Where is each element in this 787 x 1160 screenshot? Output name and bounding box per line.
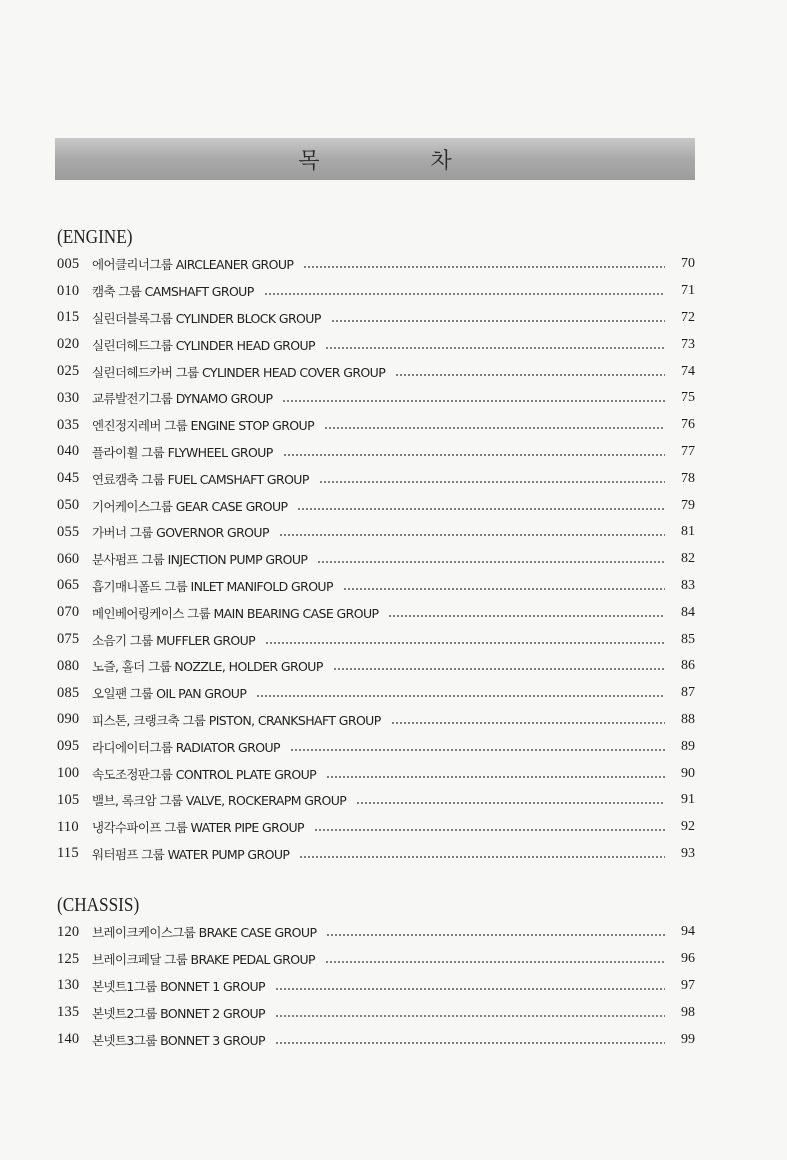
- entry-page-number: 96: [681, 951, 695, 967]
- toc-entry: [57, 546, 695, 573]
- entry-page-number: 92: [681, 819, 695, 835]
- entry-code: 140: [57, 1031, 80, 1048]
- entry-title: 연료캠축 그룹 FUEL CAMSHAFT GROUP: [92, 471, 309, 487]
- entry-code: 005: [57, 255, 80, 272]
- dot-leader: [395, 374, 665, 376]
- entry-code: 125: [57, 950, 80, 967]
- entry-title: 본넷트3그룹 BONNET 3 GROUP: [92, 1032, 265, 1048]
- toc-entry: [57, 599, 695, 626]
- entry-code: 100: [57, 765, 80, 782]
- entry-code: 110: [57, 818, 79, 835]
- toc-entry: [57, 787, 695, 814]
- entry-page-number: 73: [681, 336, 695, 352]
- toc-entry: [57, 519, 695, 546]
- entry-code: 135: [57, 1004, 80, 1021]
- entry-title: 피스톤, 크랭크축 그룹 PISTON, CRANKSHAFT GROUP: [92, 712, 381, 728]
- entry-title: 냉각수파이프 그룹 WATER PIPE GROUP: [92, 820, 304, 836]
- dot-leader: [275, 1042, 665, 1044]
- entry-title: 플라이휠 그룹 FLYWHEEL GROUP: [92, 444, 273, 460]
- toc-entry: [57, 465, 695, 492]
- dot-leader: [326, 934, 665, 936]
- toc-entry: [57, 251, 695, 278]
- dot-leader: [319, 481, 665, 483]
- entry-code: 075: [57, 631, 80, 648]
- dot-leader: [356, 802, 665, 804]
- dot-leader: [275, 988, 665, 990]
- dot-leader: [279, 534, 665, 536]
- entry-page-number: 84: [681, 604, 695, 620]
- toc-entry: [57, 919, 695, 946]
- toc-entry: [57, 707, 695, 734]
- entry-title: 브레이크페달 그룹 BRAKE PEDAL GROUP: [92, 952, 315, 968]
- entry-page-number: 83: [681, 577, 695, 593]
- entry-title: 본넷트2그룹 BONNET 2 GROUP: [92, 1005, 265, 1021]
- entry-code: 120: [57, 923, 80, 940]
- dot-leader: [331, 320, 665, 322]
- entry-code: 070: [57, 604, 80, 621]
- entry-code: 080: [57, 657, 80, 674]
- entry-title: 소음기 그룹 MUFFLER GROUP: [92, 632, 256, 648]
- toc-entry: [57, 385, 695, 412]
- toc-entry: [57, 814, 695, 841]
- entry-page-number: 89: [681, 738, 695, 754]
- dot-leader: [325, 961, 665, 963]
- entry-page-number: 81: [681, 524, 695, 540]
- toc-entry: [57, 439, 695, 466]
- entry-code: 090: [57, 711, 80, 728]
- section-heading-engine: (ENGINE): [57, 226, 133, 248]
- entry-title: 흡기매니폴드 그룹 INLET MANIFOLD GROUP: [92, 578, 333, 594]
- entry-title: 기어케이스그룹 GEAR CASE GROUP: [92, 498, 288, 514]
- entry-page-number: 71: [681, 283, 695, 299]
- entry-page-number: 82: [681, 551, 695, 567]
- dot-leader: [391, 722, 665, 724]
- entry-page-number: 93: [681, 845, 695, 861]
- toc-entry: [57, 999, 695, 1026]
- entry-page-number: 75: [681, 390, 695, 406]
- section-heading-chassis: (CHASSIS): [57, 894, 140, 916]
- entry-title: 밸브, 록크암 그룹 VALVE, ROCKERAPM GROUP: [92, 793, 347, 809]
- entry-page-number: 79: [681, 497, 695, 513]
- entry-page-number: 94: [681, 924, 695, 940]
- entry-title: 워터펌프 그룹 WATER PUMP GROUP: [92, 846, 290, 862]
- toc-entry: [57, 973, 695, 1000]
- entry-code: 015: [57, 309, 80, 326]
- toc-entry: [57, 733, 695, 760]
- entry-code: 045: [57, 470, 80, 487]
- dot-leader: [264, 293, 665, 295]
- entry-title: 속도조정판그룹 CONTROL PLATE GROUP: [92, 766, 317, 782]
- entry-title: 메인베어링케이스 그룹 MAIN BEARING CASE GROUP: [92, 605, 379, 621]
- entry-page-number: 91: [681, 792, 695, 808]
- entry-page-number: 72: [681, 309, 695, 325]
- entry-page-number: 76: [681, 417, 695, 433]
- entry-page-number: 85: [681, 631, 695, 647]
- dot-leader: [324, 427, 665, 429]
- dot-leader: [275, 1015, 665, 1017]
- dot-leader: [325, 347, 665, 349]
- entry-title: 에어클리너그룹 AIRCLEANER GROUP: [92, 257, 294, 273]
- entry-title: 실린더헤드카버 그룹 CYLINDER HEAD COVER GROUP: [92, 364, 386, 380]
- entry-title: 교류발전기그룹 DYNAMO GROUP: [92, 391, 273, 407]
- entry-title: 본넷트1그룹 BONNET 1 GROUP: [92, 978, 265, 994]
- entry-title: 노즐, 홀더 그룹 NOZZLE, HOLDER GROUP: [92, 659, 323, 675]
- dot-leader: [256, 695, 665, 697]
- toc-entry: [57, 653, 695, 680]
- entry-page-number: 90: [681, 765, 695, 781]
- toc-entry: [57, 680, 695, 707]
- dot-leader: [314, 829, 665, 831]
- toc-entry: [57, 946, 695, 973]
- entry-code: 030: [57, 389, 80, 406]
- toc-list-engine: [57, 251, 695, 867]
- toc-entry: [57, 305, 695, 332]
- entry-code: 035: [57, 416, 80, 433]
- entry-code: 115: [57, 845, 79, 862]
- dot-leader: [333, 668, 665, 670]
- entry-code: 010: [57, 282, 80, 299]
- entry-page-number: 97: [681, 977, 695, 993]
- toc-entry: [57, 278, 695, 305]
- dot-leader: [282, 400, 665, 402]
- dot-leader: [388, 615, 665, 617]
- entry-code: 050: [57, 497, 80, 514]
- toc-entry: [57, 1026, 695, 1053]
- page-title: 목 차: [298, 148, 504, 174]
- entry-title: 실린더헤드그룹 CYLINDER HEAD GROUP: [92, 337, 315, 353]
- toc-entry: [57, 492, 695, 519]
- entry-page-number: 87: [681, 685, 695, 701]
- entry-title: 엔진정지레버 그룹 ENGINE STOP GROUP: [92, 418, 315, 434]
- entry-code: 020: [57, 336, 80, 353]
- entry-title: 브레이크케이스그룹 BRAKE CASE GROUP: [92, 925, 317, 941]
- dot-leader: [343, 588, 665, 590]
- entry-code: 095: [57, 738, 80, 755]
- dot-leader: [265, 642, 665, 644]
- entry-code: 040: [57, 443, 80, 460]
- dot-leader: [290, 749, 665, 751]
- title-banner: [55, 138, 695, 180]
- entry-code: 025: [57, 363, 80, 380]
- entry-title: 캠축 그룹 CAMSHAFT GROUP: [92, 284, 254, 300]
- dot-leader: [283, 454, 665, 456]
- entry-page-number: 78: [681, 470, 695, 486]
- entry-page-number: 88: [681, 711, 695, 727]
- entry-page-number: 77: [681, 443, 695, 459]
- toc-entry: [57, 841, 695, 868]
- entry-code: 055: [57, 523, 80, 540]
- entry-title: 실린더블록그룹 CYLINDER BLOCK GROUP: [92, 310, 321, 326]
- entry-title: 분사펌프 그룹 INJECTION PUMP GROUP: [92, 552, 308, 568]
- dot-leader: [303, 266, 665, 268]
- entry-code: 130: [57, 977, 80, 994]
- entry-title: 라디에이터그룹 RADIATOR GROUP: [92, 739, 280, 755]
- entry-page-number: 70: [681, 256, 695, 272]
- dot-leader: [299, 856, 665, 858]
- dot-leader: [326, 776, 665, 778]
- toc-entry: [57, 358, 695, 385]
- dot-leader: [317, 561, 665, 563]
- toc-entry: [57, 626, 695, 653]
- entry-title: 오일팬 그룹 OIL PAN GROUP: [92, 686, 247, 702]
- toc-list-chassis: [57, 919, 695, 1053]
- entry-page-number: 99: [681, 1031, 695, 1047]
- entry-page-number: 86: [681, 658, 695, 674]
- entry-page-number: 98: [681, 1004, 695, 1020]
- dot-leader: [297, 508, 665, 510]
- entry-code: 105: [57, 791, 80, 808]
- entry-page-number: 74: [681, 363, 695, 379]
- toc-entry: [57, 760, 695, 787]
- toc-entry: [57, 331, 695, 358]
- entry-title: 가버너 그룹 GOVERNOR GROUP: [92, 525, 269, 541]
- toc-entry: [57, 412, 695, 439]
- toc-entry: [57, 573, 695, 600]
- entry-code: 085: [57, 684, 80, 701]
- entry-code: 065: [57, 577, 80, 594]
- entry-code: 060: [57, 550, 80, 567]
